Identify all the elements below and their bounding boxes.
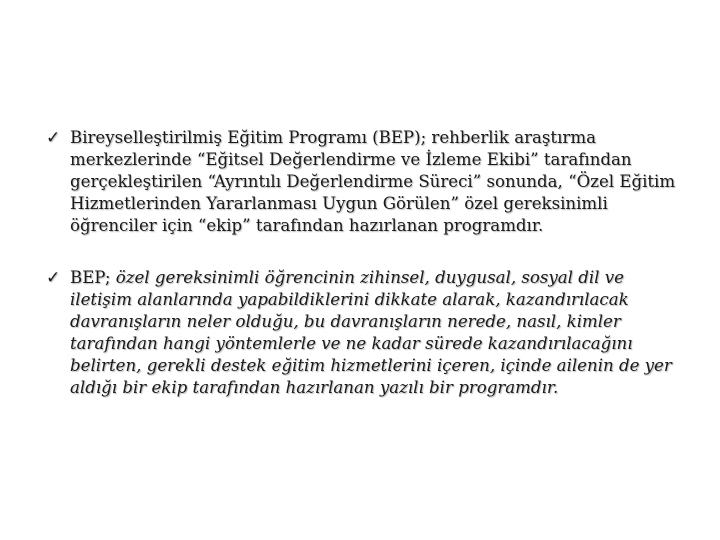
bullet-text: Bireyselleştirilmiş Eğitim Programı (BEP); rehberlik araştırma merkezlerinde “Eğitsel Değerlendirme ve İzleme Ekibi” tarafından gerçekleştirilen “Ayrıntılı Değerlendirme Süreci” sonunda, “Özel Eğitim Hizmetlerinden Yararlanması Uygun Görülen” özel gereksinimli öğrenciler için “ekip” tarafından hazırlanan programdır. — [70, 128, 676, 235]
check-icon: ✓ — [46, 128, 61, 148]
bullet-item-bep-description — [46, 267, 686, 399]
bullet-text-wrapper — [70, 267, 686, 399]
bullet-item-bep-definition — [46, 127, 686, 237]
bullet-italic-text: özel gereksinimli öğrencinin zihinsel, duygusal, sosyal dil ve iletişim alanlarında yapabildiklerini dikkate alarak, kazandırılacak davranışların neler olduğu, bu davranışların nerede, nasıl, kimler tarafından hangi yöntemlerle ve ne kadar sürede kazandırılacağını belirten, gerekli destek eğitim hizmetlerini içeren, içinde ailenin de yer aldığı bir ekip tarafından hazırlanan yazılı bir programdır. — [70, 268, 672, 397]
slide-content — [46, 127, 686, 399]
bullet-lead-text: BEP; — [70, 268, 116, 287]
check-icon: ✓ — [46, 268, 61, 288]
